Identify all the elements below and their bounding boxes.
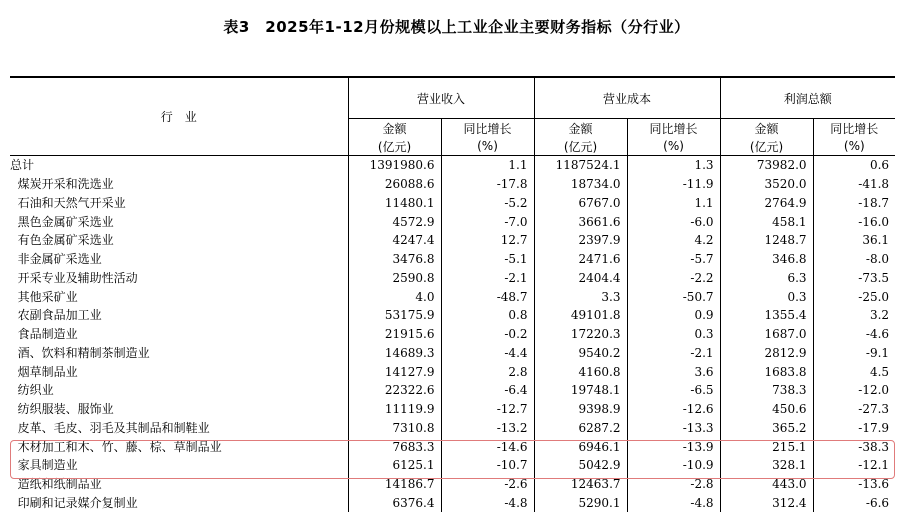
- cost-growth-cell: 3.6: [627, 362, 720, 381]
- industry-header: 行 业: [10, 77, 348, 156]
- profit-growth-cell: -9.1: [813, 344, 895, 363]
- revenue-growth-cell: -13.2: [441, 419, 534, 438]
- revenue-growth-cell: -12.7: [441, 400, 534, 419]
- cost-growth-cell: -2.2: [627, 269, 720, 288]
- profit-amount-cell: 450.6: [720, 400, 813, 419]
- industry-name: 有色金属矿采选业: [10, 233, 114, 248]
- revenue-growth-cell: -5.1: [441, 250, 534, 269]
- table-row: [10, 212, 895, 231]
- cost-amount-cell: 4160.8: [534, 362, 627, 381]
- unit-label: (%): [627, 137, 720, 156]
- cost-growth-cell: 1.1: [627, 194, 720, 213]
- revenue-growth-cell: -5.2: [441, 194, 534, 213]
- profit-amount-cell: 3520.0: [720, 175, 813, 194]
- cost-amount-cell: 19748.1: [534, 381, 627, 400]
- profit-amount-cell: 1248.7: [720, 231, 813, 250]
- table-row: [10, 231, 895, 250]
- profit-amount-cell: 6.3: [720, 269, 813, 288]
- revenue-amount-cell: 7683.3: [348, 437, 441, 456]
- profit-amount-cell: 73982.0: [720, 156, 813, 175]
- revenue-amount-cell: 6125.1: [348, 456, 441, 475]
- revenue-amount-cell: 11119.9: [348, 400, 441, 419]
- industry-name: 农副食品加工业: [10, 308, 102, 323]
- revenue-amount-cell: 26088.6: [348, 175, 441, 194]
- cost-amount-cell: 3.3: [534, 287, 627, 306]
- cost-amount-cell: 18734.0: [534, 175, 627, 194]
- cost-amount-cell: 12463.7: [534, 475, 627, 494]
- cost-growth-cell: 4.2: [627, 231, 720, 250]
- profit-growth-cell: -18.7: [813, 194, 895, 213]
- cost-growth-cell: -2.8: [627, 475, 720, 494]
- table-row: [10, 175, 895, 194]
- profit-growth-cell: -25.0: [813, 287, 895, 306]
- revenue-growth-cell: -0.2: [441, 325, 534, 344]
- profit-amount-cell: 1355.4: [720, 306, 813, 325]
- cost-growth-cell: -50.7: [627, 287, 720, 306]
- revenue-amount-cell: 6376.4: [348, 494, 441, 513]
- profit-amount-cell: 215.1: [720, 437, 813, 456]
- revenue-growth-cell: -14.6: [441, 437, 534, 456]
- revenue-amount-cell: 3476.8: [348, 250, 441, 269]
- table-title: 表3 2025年1-12月份规模以上工业企业主要财务指标（分行业）: [223, 18, 690, 36]
- industry-name: 印刷和记录媒介复制业: [10, 495, 138, 510]
- cost-growth-cell: -2.1: [627, 344, 720, 363]
- table-row: [10, 362, 895, 381]
- profit-header: 利润总额: [720, 77, 895, 119]
- cost-growth-cell: 1.3: [627, 156, 720, 175]
- industry-name: 纺织服装、服饰业: [10, 402, 114, 417]
- profit-growth-cell: -38.3: [813, 437, 895, 456]
- cost-growth-cell: -10.9: [627, 456, 720, 475]
- profit-amount-cell: 0.3: [720, 287, 813, 306]
- revenue-growth-cell: 1.1: [441, 156, 534, 175]
- revenue-amount-cell: 2590.8: [348, 269, 441, 288]
- unit-label: (亿元): [534, 137, 627, 156]
- profit-growth-cell: -27.3: [813, 400, 895, 419]
- cost-growth-cell: -4.8: [627, 494, 720, 513]
- profit-amount-cell: 312.4: [720, 494, 813, 513]
- revenue-amount-cell: 21915.6: [348, 325, 441, 344]
- unit-label: (亿元): [348, 137, 441, 156]
- table-row: [10, 475, 895, 494]
- revenue-amount-cell: 4247.4: [348, 231, 441, 250]
- table-row: [10, 381, 895, 400]
- industry-name: 非金属矿采选业: [10, 252, 102, 267]
- industry-name: 家具制造业: [10, 458, 78, 473]
- unit-label: (%): [441, 137, 534, 156]
- cost-amount-cell: 5042.9: [534, 456, 627, 475]
- industry-name: 开采专业及辅助性活动: [10, 270, 138, 285]
- profit-growth-cell: 4.5: [813, 362, 895, 381]
- profit-amount-cell: 1687.0: [720, 325, 813, 344]
- table-row: [10, 306, 895, 325]
- revenue-growth-cell: -48.7: [441, 287, 534, 306]
- revenue-growth-cell: -4.4: [441, 344, 534, 363]
- profit-amount-header: 金额: [720, 119, 813, 138]
- profit-growth-cell: 36.1: [813, 231, 895, 250]
- profit-growth-cell: 3.2: [813, 306, 895, 325]
- cost-amount-cell: 2397.9: [534, 231, 627, 250]
- table-row: [10, 194, 895, 213]
- profit-growth-cell: -41.8: [813, 175, 895, 194]
- table-row: [10, 250, 895, 269]
- cost-growth-cell: -6.0: [627, 212, 720, 231]
- cost-growth-cell: -12.6: [627, 400, 720, 419]
- profit-amount-cell: 458.1: [720, 212, 813, 231]
- cost-amount-header: 金额: [534, 119, 627, 138]
- profit-amount-cell: 2812.9: [720, 344, 813, 363]
- cost-amount-cell: 17220.3: [534, 325, 627, 344]
- revenue-growth-cell: -2.6: [441, 475, 534, 494]
- table-row: [10, 419, 895, 438]
- unit-label: (%): [813, 137, 895, 156]
- profit-growth-cell: -6.6: [813, 494, 895, 513]
- revenue-growth-cell: -4.8: [441, 494, 534, 513]
- table-row: [10, 156, 895, 175]
- revenue-amount-cell: 4572.9: [348, 212, 441, 231]
- cost-amount-cell: 2471.6: [534, 250, 627, 269]
- cost-amount-cell: 3661.6: [534, 212, 627, 231]
- profit-amount-cell: 328.1: [720, 456, 813, 475]
- profit-growth-header: 同比增长: [813, 119, 895, 138]
- revenue-growth-cell: 2.8: [441, 362, 534, 381]
- industry-name: 总计: [10, 158, 35, 173]
- industry-name: 酒、饮料和精制茶制造业: [10, 345, 150, 360]
- industry-name: 石油和天然气开采业: [10, 195, 126, 210]
- revenue-growth-cell: 0.8: [441, 306, 534, 325]
- table-row: [10, 456, 895, 475]
- profit-amount-cell: 365.2: [720, 419, 813, 438]
- table-row: [10, 287, 895, 306]
- industry-name: 煤炭开采和洗选业: [10, 177, 114, 192]
- financial-indicators-table: [10, 76, 895, 512]
- revenue-growth-header: 同比增长: [441, 119, 534, 138]
- industry-name: 纺织业: [10, 383, 54, 398]
- cost-growth-cell: -6.5: [627, 381, 720, 400]
- profit-amount-cell: 2764.9: [720, 194, 813, 213]
- cost-growth-cell: -5.7: [627, 250, 720, 269]
- revenue-amount-cell: 4.0: [348, 287, 441, 306]
- revenue-amount-cell: 1391980.6: [348, 156, 441, 175]
- cost-header: 营业成本: [534, 77, 720, 119]
- industry-name: 黑色金属矿采选业: [10, 214, 114, 229]
- table-body: [10, 156, 895, 513]
- profit-growth-cell: 0.6: [813, 156, 895, 175]
- cost-growth-header: 同比增长: [627, 119, 720, 138]
- table-row: [10, 344, 895, 363]
- cost-amount-cell: 1187524.1: [534, 156, 627, 175]
- revenue-header: 营业收入: [348, 77, 534, 119]
- revenue-growth-cell: -17.8: [441, 175, 534, 194]
- profit-growth-cell: -4.6: [813, 325, 895, 344]
- revenue-amount-cell: 11480.1: [348, 194, 441, 213]
- profit-growth-cell: -12.1: [813, 456, 895, 475]
- cost-amount-cell: 6287.2: [534, 419, 627, 438]
- cost-amount-cell: 2404.4: [534, 269, 627, 288]
- cost-growth-cell: -13.9: [627, 437, 720, 456]
- cost-amount-cell: 5290.1: [534, 494, 627, 513]
- industry-name: 食品制造业: [10, 327, 78, 342]
- table-row: [10, 269, 895, 288]
- industry-name: 皮革、毛皮、羽毛及其制品和制鞋业: [10, 420, 210, 435]
- cost-growth-cell: 0.9: [627, 306, 720, 325]
- revenue-amount-cell: 22322.6: [348, 381, 441, 400]
- industry-name: 其他采矿业: [10, 289, 78, 304]
- revenue-amount-cell: 14689.3: [348, 344, 441, 363]
- revenue-amount-cell: 53175.9: [348, 306, 441, 325]
- cost-growth-cell: -11.9: [627, 175, 720, 194]
- profit-growth-cell: -16.0: [813, 212, 895, 231]
- cost-amount-cell: 49101.8: [534, 306, 627, 325]
- profit-amount-cell: 443.0: [720, 475, 813, 494]
- cost-amount-cell: 9540.2: [534, 344, 627, 363]
- revenue-growth-cell: 12.7: [441, 231, 534, 250]
- cost-amount-cell: 9398.9: [534, 400, 627, 419]
- profit-amount-cell: 346.8: [720, 250, 813, 269]
- revenue-growth-cell: -7.0: [441, 212, 534, 231]
- revenue-amount-cell: 7310.8: [348, 419, 441, 438]
- cost-amount-cell: 6946.1: [534, 437, 627, 456]
- cost-growth-cell: -13.3: [627, 419, 720, 438]
- table-row: [10, 325, 895, 344]
- profit-growth-cell: -73.5: [813, 269, 895, 288]
- unit-label: (亿元): [720, 137, 813, 156]
- revenue-amount-cell: 14186.7: [348, 475, 441, 494]
- table-row: [10, 494, 895, 513]
- profit-growth-cell: -8.0: [813, 250, 895, 269]
- cost-growth-cell: 0.3: [627, 325, 720, 344]
- table-row: [10, 400, 895, 419]
- revenue-growth-cell: -10.7: [441, 456, 534, 475]
- industry-name: 烟草制品业: [10, 364, 78, 379]
- revenue-amount-cell: 14127.9: [348, 362, 441, 381]
- profit-amount-cell: 1683.8: [720, 362, 813, 381]
- profit-growth-cell: -13.6: [813, 475, 895, 494]
- industry-name: 造纸和纸制品业: [10, 477, 102, 492]
- cost-amount-cell: 6767.0: [534, 194, 627, 213]
- revenue-amount-header: 金额: [348, 119, 441, 138]
- industry-name: 木材加工和木、竹、藤、棕、草制品业: [10, 439, 222, 454]
- table-row: [10, 437, 895, 456]
- profit-growth-cell: -12.0: [813, 381, 895, 400]
- profit-amount-cell: 738.3: [720, 381, 813, 400]
- profit-growth-cell: -17.9: [813, 419, 895, 438]
- revenue-growth-cell: -2.1: [441, 269, 534, 288]
- revenue-growth-cell: -6.4: [441, 381, 534, 400]
